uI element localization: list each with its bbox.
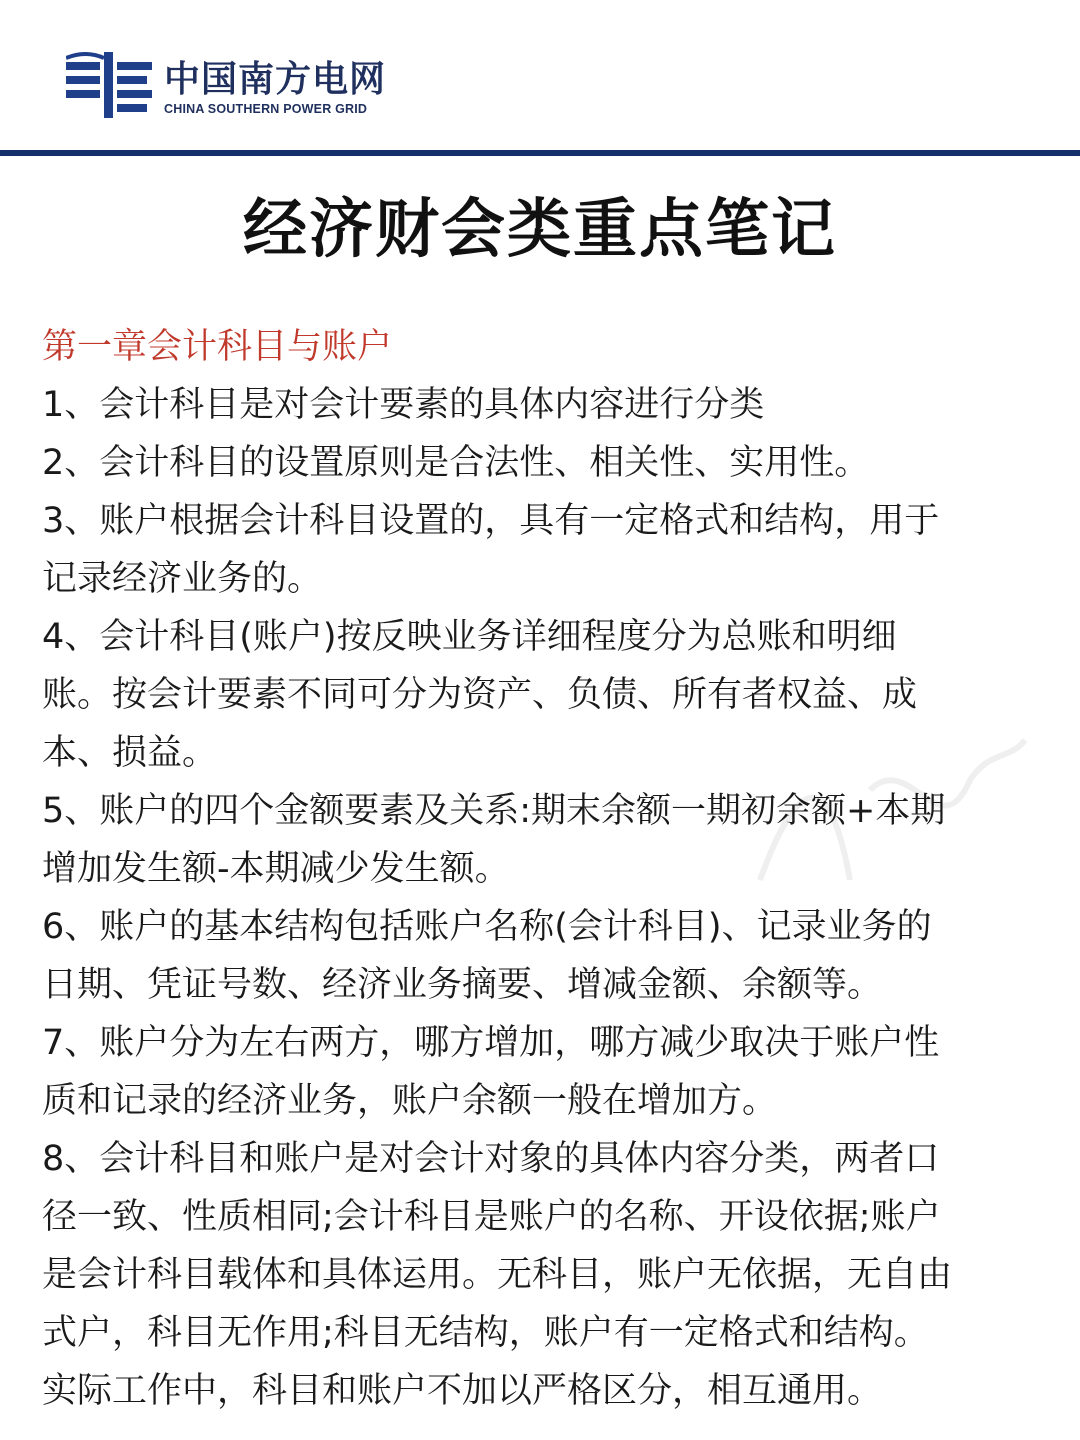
- note-line: 增加发生额-本期减少发生额。: [42, 849, 510, 889]
- note-line: 5、账户的四个金额要素及关系:期末余额一期初余额+本期: [42, 791, 946, 831]
- note-line: 本、损益。: [42, 733, 218, 773]
- note-line: 记录经济业务的。: [42, 559, 323, 599]
- note-line: 质和记录的经济业务，账户余额一般在增加方。: [42, 1081, 778, 1121]
- logo-chinese-name: 中国南方电网: [164, 59, 387, 100]
- note-line: 式户，科目无作用;科目无结构，账户有一定格式和结构。: [42, 1313, 929, 1353]
- note-line: 1、会计科目是对会计要素的具体内容进行分类: [42, 385, 765, 425]
- note-line: 日期、凭证号数、经济业务摘要、增减金额、余额等。: [42, 965, 883, 1005]
- note-line: 4、会计科目(账户)按反映业务详细程度分为总账和明细: [42, 617, 897, 657]
- power-grid-logo-icon: [66, 52, 152, 118]
- chapter-heading: 第一章会计科目与账户: [42, 327, 393, 367]
- note-line: 7、账户分为左右两方，哪方增加，哪方减少取决于账户性: [42, 1023, 940, 1063]
- header-divider: [0, 150, 1080, 156]
- logo-text: [164, 60, 386, 117]
- note-line: 8、会计科目和账户是对会计对象的具体内容分类，两者口: [42, 1139, 940, 1179]
- note-line: 实际工作中，科目和账户不加以严格区分，相互通用。: [42, 1371, 883, 1411]
- note-line: 6、账户的基本结构包括账户名称(会计科目)、记录业务的: [42, 907, 932, 947]
- page-title: 经济财会类重点笔记: [243, 192, 837, 267]
- note-line: 3、账户根据会计科目设置的，具有一定格式和结构，用于: [42, 501, 940, 541]
- watermark-scribble-icon: [740, 730, 1040, 900]
- logo-english-name: CHINA SOUTHERN POWER GRID: [164, 102, 368, 116]
- note-line: 2、会计科目的设置原则是合法性、相关性、实用性。: [42, 443, 870, 483]
- note-line: 是会计科目载体和具体运用。无科目，账户无依据，无自由: [42, 1255, 953, 1295]
- note-line: 账。按会计要素不同可分为资产、负债、所有者权益、成: [42, 675, 918, 715]
- header: [0, 0, 1080, 152]
- note-line: 径一致、性质相同;会计科目是账户的名称、开设依据;账户: [42, 1197, 941, 1237]
